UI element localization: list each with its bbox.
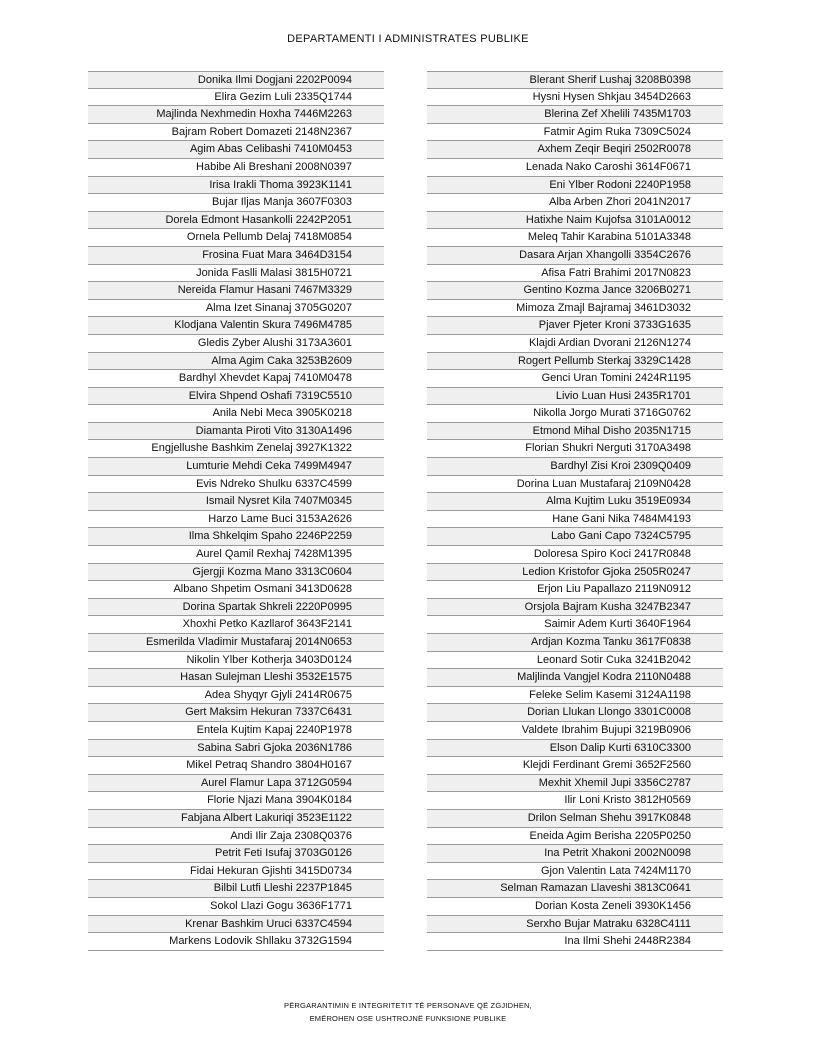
list-row: Fabjana Albert Lakuriqi 3523E1122 [88,810,384,828]
list-row: Diamanta Piroti Vito 3130A1496 [88,423,384,441]
list-row: Klejdi Ferdinant Gremi 3652F2560 [427,757,723,775]
list-row: Evis Ndreko Shulku 6337C4599 [88,476,384,494]
list-row: Valdete Ibrahim Bujupi 3219B0906 [427,722,723,740]
list-row: Meleq Tahir Karabina 5101A3348 [427,229,723,247]
list-row: Ilma Shkelqim Spaho 2246P2259 [88,528,384,546]
list-row: Hysni Hysen Shkjau 3454D2663 [427,89,723,107]
list-row: Florie Njazi Mana 3904K0184 [88,792,384,810]
list-row: Bujar Iljas Manja 3607F0303 [88,194,384,212]
list-row: Jonida Faslli Malasi 3815H0721 [88,265,384,283]
list-row: Dorian Llukan Llongo 3301C0008 [427,704,723,722]
list-row: Blerant Sherif Lushaj 3208B0398 [427,71,723,89]
list-row: Irisa Irakli Thoma 3923K1141 [88,177,384,195]
list-row: Florian Shukri Nerguti 3170A3498 [427,440,723,458]
list-row: Hasan Sulejman Lleshi 3532E1575 [88,669,384,687]
list-row: Frosina Fuat Mara 3464D3154 [88,247,384,265]
list-row: Eni Ylber Rodoni 2240P1958 [427,177,723,195]
list-row: Axhem Zeqir Beqiri 2502R0078 [427,141,723,159]
list-row: Bajram Robert Domazeti 2148N2367 [88,124,384,142]
right-name-list [427,71,723,951]
list-row: Blerina Zef Xhelili 7435M1703 [427,106,723,124]
list-row: Sabina Sabri Gjoka 2036N1786 [88,740,384,758]
list-row: Anila Nebi Meca 3905K0218 [88,405,384,423]
footer-line-1: PËRGARANTIMIN E INTEGRITETIT TË PERSONAVE QË ZGJIDHEN, [284,1001,532,1010]
list-row: Alma Agim Caka 3253B2609 [88,353,384,371]
footer-line-2: EMËROHEN OSE USHTROJNË FUNKSIONE PUBLIKE [309,1014,507,1023]
list-row: Alma Kujtim Luku 3519E0934 [427,493,723,511]
left-name-list [88,71,384,951]
list-row: Nereida Flamur Hasani 7467M3329 [88,282,384,300]
list-row: Dorian Kosta Zeneli 3930K1456 [427,898,723,916]
list-row: Dorela Edmont Hasankolli 2242P2051 [88,212,384,230]
list-row: Aurel Qamil Rexhaj 7428M1395 [88,546,384,564]
list-row: Hane Gani Nika 7484M4193 [427,511,723,529]
list-row: Lenada Nako Caroshi 3614F0671 [427,159,723,177]
list-row: Esmerilda Vladimir Mustafaraj 2014N0653 [88,634,384,652]
list-row: Rogert Pellumb Sterkaj 3329C1428 [427,353,723,371]
list-row: Nikolla Jorgo Murati 3716G0762 [427,405,723,423]
list-row: Krenar Bashkim Uruci 6337C4594 [88,916,384,934]
list-row: Alba Arben Zhori 2041N2017 [427,194,723,212]
list-row: Dorina Luan Mustafaraj 2109N0428 [427,476,723,494]
list-row: Dorina Spartak Shkreli 2220P0995 [88,599,384,617]
list-row: Genci Uran Tomini 2424R1195 [427,370,723,388]
list-row: Mexhit Xhemil Jupi 3356C2787 [427,775,723,793]
list-row: Labo Gani Capo 7324C5795 [427,528,723,546]
list-row: Etmond Mihal Disho 2035N1715 [427,423,723,441]
list-row: Drilon Selman Shehu 3917K0848 [427,810,723,828]
list-row: Elvira Shpend Oshafi 7319C5510 [88,388,384,406]
list-row: Lumturie Mehdi Ceka 7499M4947 [88,458,384,476]
list-row: Eneida Agim Berisha 2205P0250 [427,828,723,846]
list-row: Albano Shpetim Osmani 3413D0628 [88,581,384,599]
list-row: Serxho Bujar Matraku 6328C4111 [427,916,723,934]
list-row: Harzo Lame Buci 3153A2626 [88,511,384,529]
list-row: Doloresa Spiro Koci 2417R0848 [427,546,723,564]
list-row: Orsjola Bajram Kusha 3247B2347 [427,599,723,617]
list-row: Elira Gezim Luli 2335Q1744 [88,89,384,107]
list-row: Saimir Adem Kurti 3640F1964 [427,616,723,634]
list-row: Habibe Ali Breshani 2008N0397 [88,159,384,177]
list-row: Ina Ilmi Shehi 2448R2384 [427,933,723,951]
list-row: Klodjana Valentin Skura 7496M4785 [88,317,384,335]
list-row: Livio Luan Husi 2435R1701 [427,388,723,406]
list-row: Xhoxhi Petko Kazllarof 3643F2141 [88,616,384,634]
list-row: Entela Kujtim Kapaj 2240P1978 [88,722,384,740]
list-row: Petrit Feti Isufaj 3703G0126 [88,845,384,863]
list-row: Ismail Nysret Kila 7407M0345 [88,493,384,511]
list-row: Klajdi Ardian Dvorani 2126N1274 [427,335,723,353]
list-row: Ardjan Kozma Tanku 3617F0838 [427,634,723,652]
list-row: Andi Ilir Zaja 2308Q0376 [88,828,384,846]
page-title: DEPARTAMENTI I ADMINISTRATES PUBLIKE [287,33,529,45]
list-row: Gjon Valentin Lata 7424M1170 [427,863,723,881]
list-row: Nikolin Ylber Kotherja 3403D0124 [88,652,384,670]
list-row: Ilir Loni Kristo 3812H0569 [427,792,723,810]
list-row: Dasara Arjan Xhangolli 3354C2676 [427,247,723,265]
list-row: Sokol Llazi Gogu 3636F1771 [88,898,384,916]
list-row: Gentino Kozma Jance 3206B0271 [427,282,723,300]
list-row: Hatixhe Naim Kujofsa 3101A0012 [427,212,723,230]
list-row: Elson Dalip Kurti 6310C3300 [427,740,723,758]
list-row: Erjon Liu Papallazo 2119N0912 [427,581,723,599]
list-row: Pjaver Pjeter Kroni 3733G1635 [427,317,723,335]
list-row: Bilbil Lutfi Lleshi 2237P1845 [88,880,384,898]
list-row: Adea Shyqyr Gjyli 2414R0675 [88,687,384,705]
list-row: Gert Maksim Hekuran 7337C6431 [88,704,384,722]
list-row: Donika Ilmi Dogjani 2202P0094 [88,71,384,89]
list-row: Selman Ramazan Llaveshi 3813C0641 [427,880,723,898]
list-row: Mikel Petraq Shandro 3804H0167 [88,757,384,775]
list-row: Aurel Flamur Lapa 3712G0594 [88,775,384,793]
list-row: Fatmir Agim Ruka 7309C5024 [427,124,723,142]
list-row: Maljlinda Vangjel Kodra 2110N0488 [427,669,723,687]
list-row: Agim Abas Celibashi 7410M0453 [88,141,384,159]
list-row: Feleke Selim Kasemi 3124A1198 [427,687,723,705]
list-row: Engjellushe Bashkim Zenelaj 3927K1322 [88,440,384,458]
list-row: Gledis Zyber Alushi 3173A3601 [88,335,384,353]
list-row: Afisa Fatri Brahimi 2017N0823 [427,265,723,283]
list-row: Ornela Pellumb Delaj 7418M0854 [88,229,384,247]
list-row: Majlinda Nexhmedin Hoxha 7446M2263 [88,106,384,124]
list-row: Bardhyl Xhevdet Kapaj 7410M0478 [88,370,384,388]
list-row: Bardhyl Zisi Kroi 2309Q0409 [427,458,723,476]
list-row: Alma Izet Sinanaj 3705G0207 [88,300,384,318]
list-row: Gjergji Kozma Mano 3313C0604 [88,564,384,582]
page-footer [0,999,816,1025]
list-row: Ina Petrit Xhakoni 2002N0098 [427,845,723,863]
list-row: Leonard Sotir Cuka 3241B2042 [427,652,723,670]
list-row: Ledion Kristofor Gjoka 2505R0247 [427,564,723,582]
list-row: Fidai Hekuran Gjishti 3415D0734 [88,863,384,881]
list-row: Markens Lodovik Shllaku 3732G1594 [88,933,384,951]
list-row: Mimoza Zmajl Bajramaj 3461D3032 [427,300,723,318]
